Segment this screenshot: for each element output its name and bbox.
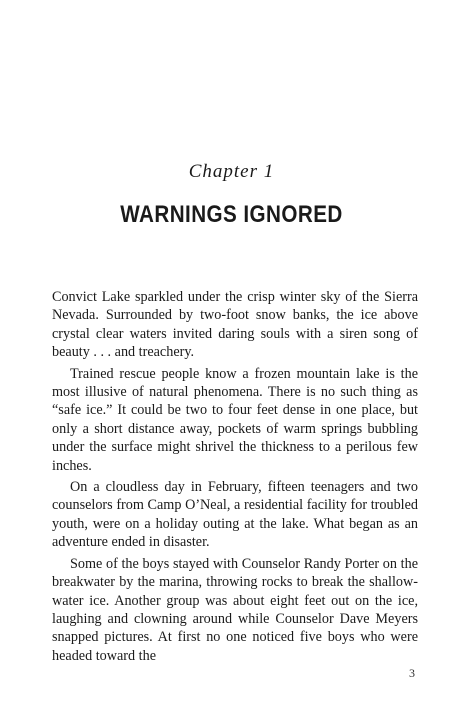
chapter-body xyxy=(52,288,418,668)
paragraph-3: On a cloudless day in February, fifteen teenagers and two counselors from Camp O’Neal, a residential facility for troubled youth, were on a holiday outing at the lake. What began as an adventure ended in disaster. xyxy=(52,479,418,551)
paragraph-2: Trained rescue people know a frozen mountain lake is the most illusive of natural phenomena. There is no such thing as “safe ice.” It could be two to four feet dense in one place, but only a short distance away, pockets of warm springs bubbling under the surface might shrivel the thickness to a perilous few inches. xyxy=(52,365,418,474)
page-number: 3 xyxy=(409,666,415,680)
paragraph-4: Some of the boys stayed with Counselor Randy Porter on the breakwater by the marina, throwing rocks to break the shallow-water ice. Another group was about eight feet out on the ice, laughing and clowning around while Counselor Dave Meyers snapped pictures. At first no one noticed five boys who were headed toward the xyxy=(52,555,418,664)
chapter-label: Chapter 1 xyxy=(188,161,275,182)
chapter-title: WARNINGS IGNORED xyxy=(120,201,343,228)
paragraph-1: Convict Lake sparkled under the crisp winter sky of the Sierra Nevada. Surrounded by two-foot snow banks, the ice above crystal clear waters invited daring souls with a siren song of beauty . . . and treachery. xyxy=(52,289,418,361)
